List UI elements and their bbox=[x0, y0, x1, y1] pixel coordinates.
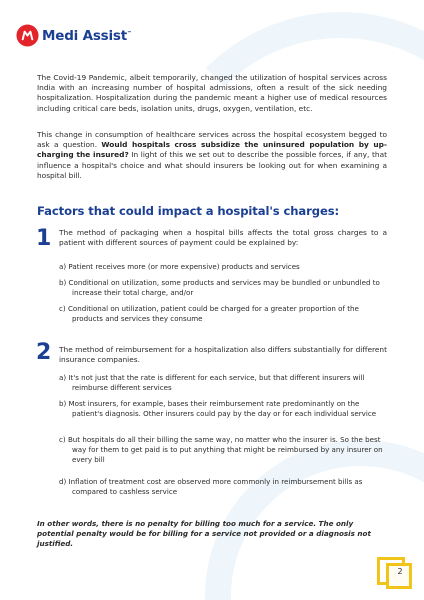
list-item-text bbox=[59, 477, 389, 497]
factor-2-number: 2 bbox=[36, 340, 52, 365]
list-item-text bbox=[59, 399, 389, 419]
list-item-body: Patient receives more (or more expensive) products and services bbox=[68, 262, 300, 271]
list-item bbox=[59, 304, 389, 324]
list-item-body: Most insurers, for example, bases their reimbursement rate predominantly on the patient's diagnosis. Other insurers could pay by the day or for each individual service bbox=[68, 399, 377, 418]
list-item bbox=[59, 477, 389, 497]
brand-name bbox=[42, 28, 132, 44]
factor-1-lead: The method of packaging when a hospital bills affects the total gross charges to a patient with different sources of payment could be explained by: bbox=[59, 228, 387, 248]
factor-1-number: 1 bbox=[36, 226, 52, 251]
list-item-body: But hospitals do all their billing the same way, no matter who the insurer is. So the best way for them to get paid is to put anything that might be reimbursed by any insurer on every bill bbox=[67, 435, 383, 464]
brand-name-text: Medi Assist bbox=[42, 27, 128, 44]
list-item-text bbox=[59, 278, 389, 298]
list-item-label: d) bbox=[59, 477, 67, 486]
section-heading: Factors that could impact a hospital's charges: bbox=[37, 204, 340, 218]
list-item-label: b) bbox=[59, 399, 67, 408]
trademark-symbol: ™ bbox=[127, 30, 132, 36]
page-number: 2 bbox=[397, 567, 403, 576]
list-item bbox=[59, 373, 389, 393]
list-item-body: Conditional on utilization, some products and services may be bundled or unbundled to increase their total charge, and/or bbox=[68, 278, 380, 297]
brand-logo bbox=[16, 24, 132, 47]
intro-paragraph-2 bbox=[37, 130, 387, 181]
list-item-label: c) bbox=[59, 304, 66, 313]
list-item-label: b) bbox=[59, 278, 67, 287]
list-item-body: It's not just that the rate is different for each service, but that different insurers will reimburse different services bbox=[68, 373, 365, 392]
intro-paragraph-1: The Covid-19 Pandemic, albeit temporarily, changed the utilization of hospital services across India with an increasing number of hospital admissions, often a result of the sick needing hospitalization. Hospitalization during the pandemic meant a higher use of medical resources including critical care beds, isolation units, drugs, oxygen, ventilation, etc. bbox=[37, 73, 387, 113]
list-item-label: a) bbox=[59, 262, 67, 271]
medi-assist-logo-icon bbox=[16, 24, 39, 47]
list-item bbox=[59, 435, 389, 465]
list-item-text bbox=[59, 262, 389, 272]
list-item-text bbox=[59, 435, 389, 465]
page-number-badge bbox=[377, 553, 413, 587]
background-arc-top bbox=[150, 12, 424, 394]
intro-p2-tail: In light of this we set out to describe the possible forces, if any, that influence a hospital's choice and what should insurers be looking out for when examining a hospital bill. bbox=[37, 150, 387, 180]
list-item-label: a) bbox=[59, 373, 67, 382]
intro-p2-lead: This change in consumption of healthcare services across the hospital ecosystem begged to ask a question. bbox=[37, 130, 387, 150]
list-item bbox=[59, 399, 389, 419]
conclusion-note: In other words, there is no penalty for billing too much for a service. The only potential penalty would be for billing for a service not provided or a diagnosis not justified. bbox=[37, 519, 371, 549]
list-item-text bbox=[59, 373, 389, 393]
list-item bbox=[59, 262, 389, 272]
list-item bbox=[59, 278, 389, 298]
factor-2-lead: The method of reimbursement for a hospitalization also differs substantially for different insurance companies. bbox=[59, 345, 387, 365]
list-item-body: Conditional on utilization, patient could be charged for a greater proportion of the products and services they consume bbox=[67, 304, 359, 323]
list-item-body: Inflation of treatment cost are observed more commonly in reimbursement bills as compared to cashless service bbox=[68, 477, 363, 496]
list-item-label: c) bbox=[59, 435, 66, 444]
list-item-text bbox=[59, 304, 389, 324]
intro-p2-question: Would hospitals cross subsidize the uninsured population by up-charging the insured? bbox=[37, 140, 387, 160]
